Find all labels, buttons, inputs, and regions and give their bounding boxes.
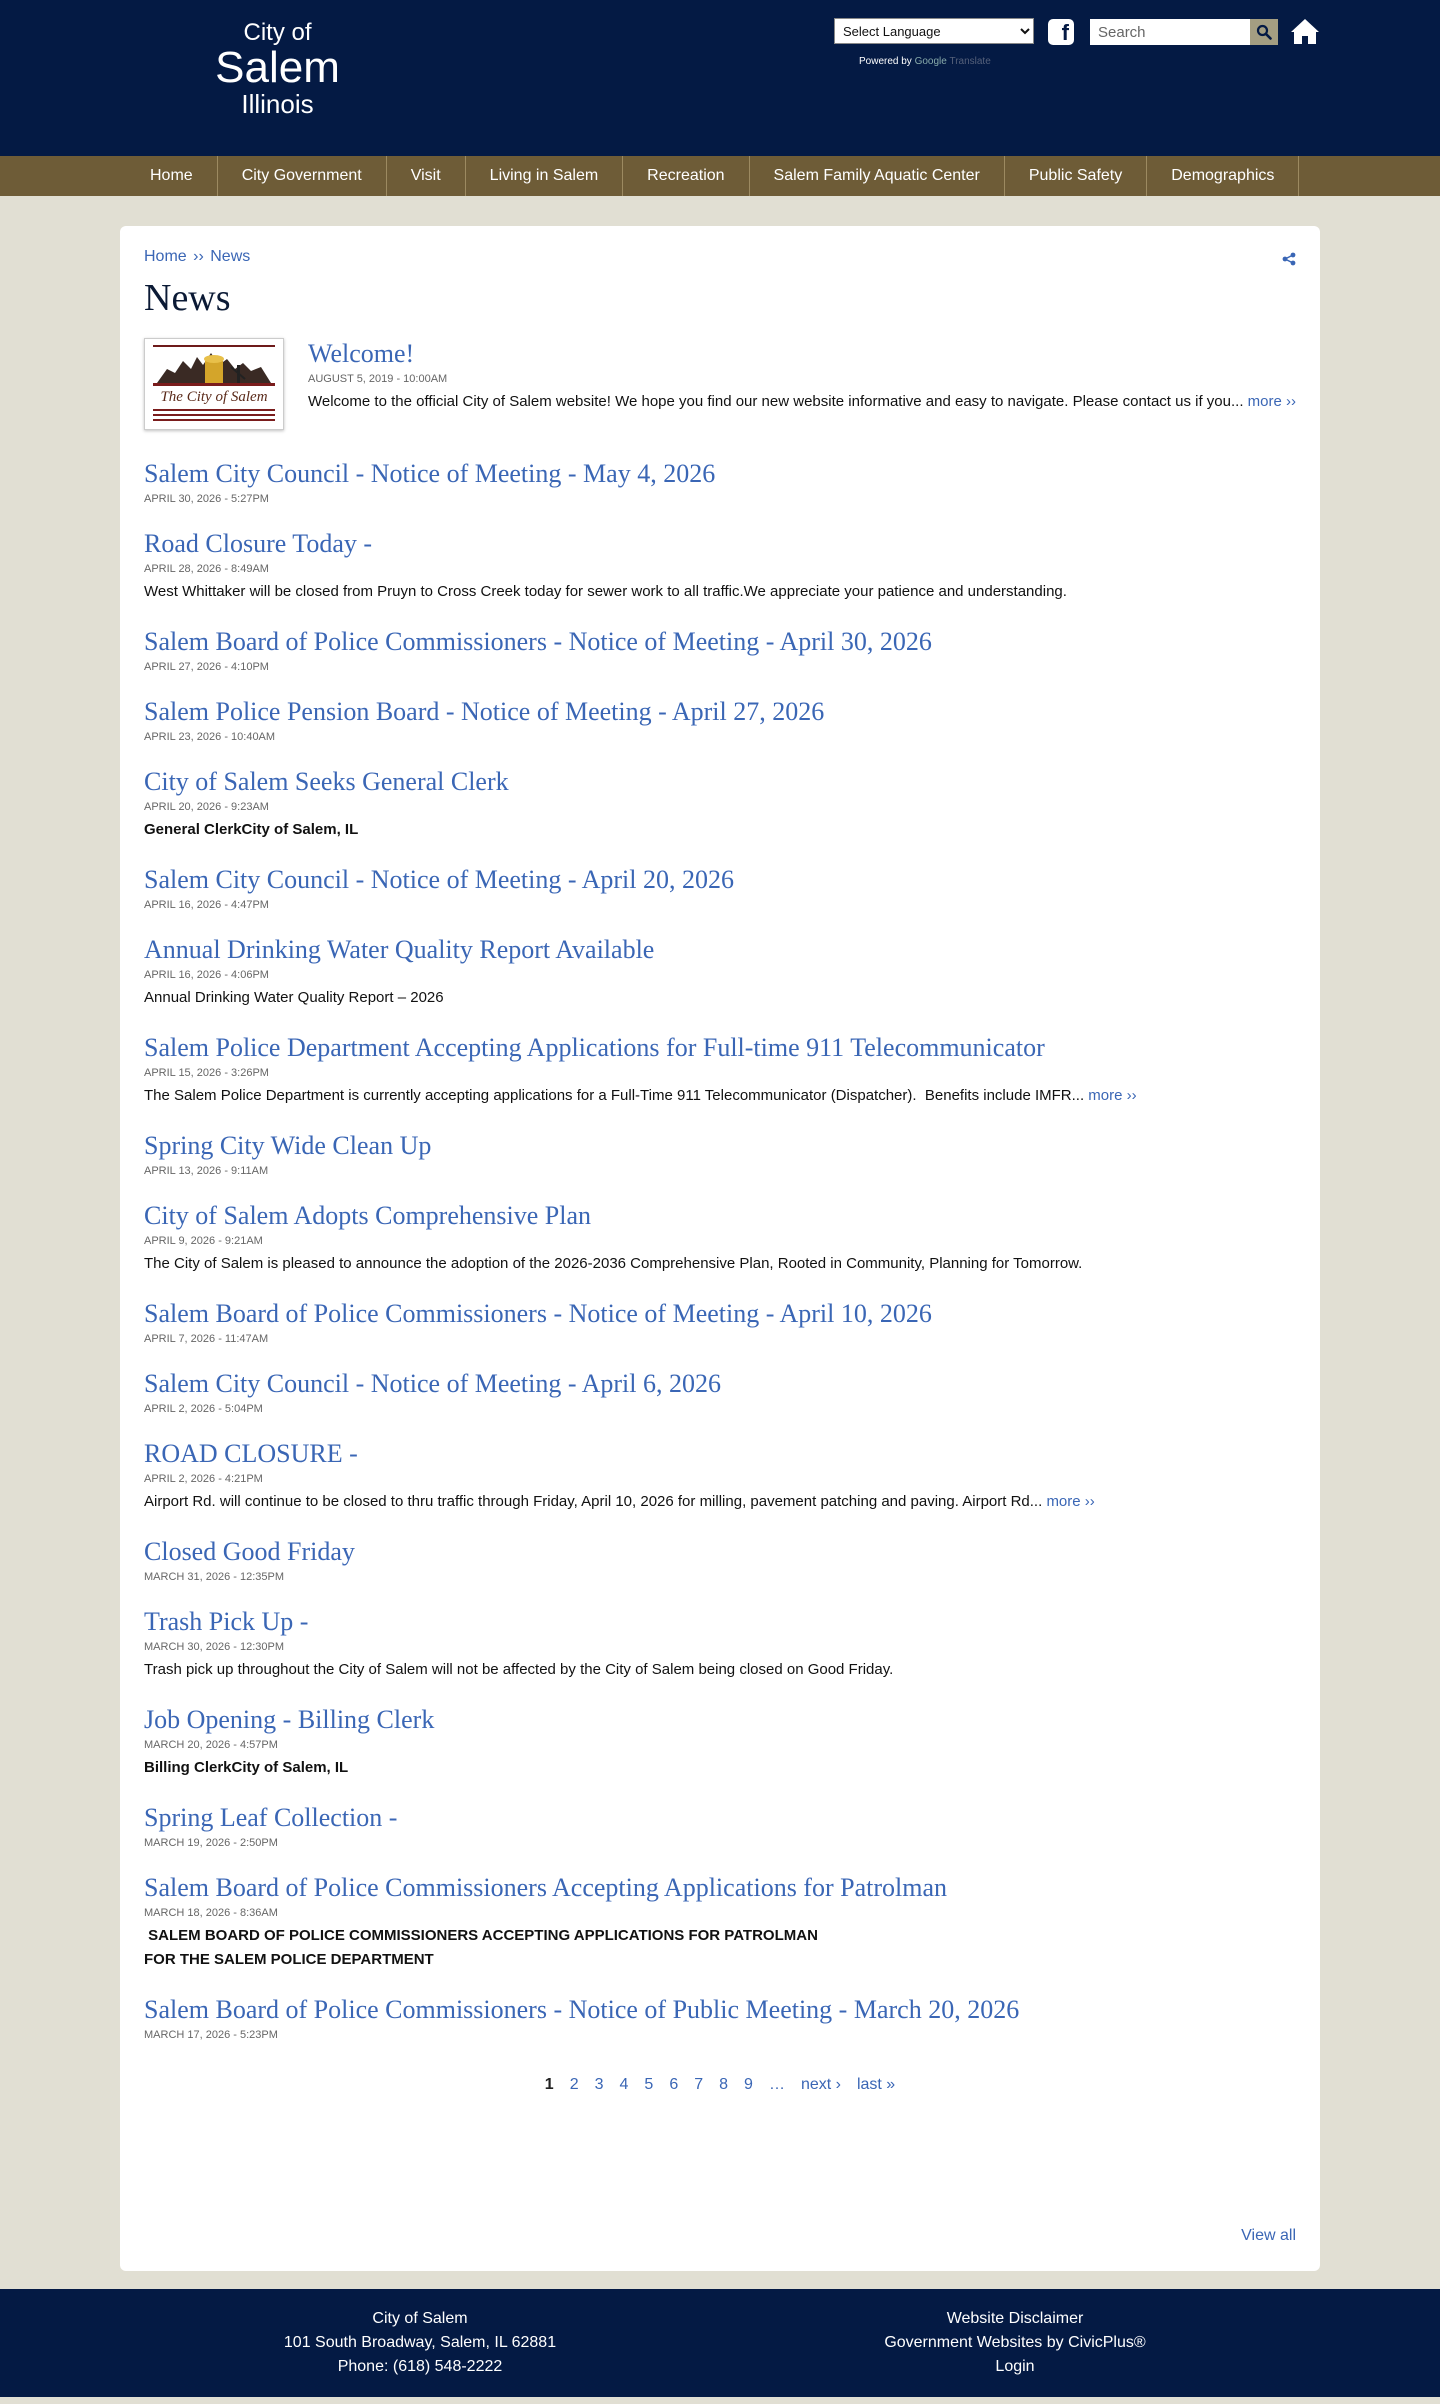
news-item [144, 1606, 1296, 1704]
news-item [144, 458, 1296, 528]
footer-disclaimer-link[interactable]: Website Disclaimer [946, 2310, 1084, 2327]
news-summary [144, 986, 1296, 1010]
news-item [144, 696, 1296, 766]
news-title-link[interactable]: Annual Drinking Water Quality Report Available [144, 935, 655, 964]
news-title-link[interactable]: Salem City Council - Notice of Meeting - April 6, 2026 [144, 1369, 721, 1398]
featured-date: AUGUST 5, 2019 - 10:00AM [308, 373, 448, 385]
news-summary [144, 1490, 1296, 1514]
breadcrumb-current[interactable]: News [210, 248, 251, 265]
news-date: APRIL 16, 2026 - 4:06PM [144, 969, 269, 981]
featured-body [308, 338, 1296, 430]
news-title-link[interactable]: Job Opening - Billing Clerk [144, 1705, 435, 1734]
news-date: MARCH 18, 2026 - 8:36AM [144, 1907, 278, 1919]
footer-address: 101 South Broadway, Salem, IL 62881 [283, 2334, 557, 2351]
news-item [144, 1994, 1296, 2064]
site-footer [0, 2289, 1440, 2397]
news-date: MARCH 17, 2026 - 5:23PM [144, 2029, 278, 2041]
news-more-link[interactable]: more ›› [1088, 1087, 1137, 1104]
nav-item[interactable]: Salem Family Aquatic Center [750, 156, 1005, 196]
facebook-icon[interactable]: f [1048, 19, 1074, 45]
news-date: MARCH 20, 2026 - 4:57PM [144, 1739, 278, 1751]
logo-line-3: Illinois [241, 89, 314, 119]
language-select[interactable] [834, 18, 1034, 44]
powered-by-google-translate [859, 56, 991, 67]
news-summary-text: The Salem Police Department is currently accepting applications for a Full-Time 911 Telecommunicator (Dispatcher). Benefits include IMFR... [144, 1087, 1085, 1104]
news-title-link[interactable]: City of Salem Adopts Comprehensive Plan [144, 1201, 592, 1230]
news-summary-text: West Whittaker will be closed from Pruyn to Cross Creek today for sewer work to all traffic.We appreciate your patience and understanding. [144, 583, 1067, 600]
news-item [144, 1536, 1296, 1606]
news-item [144, 1298, 1296, 1368]
translate-link[interactable]: Translate [949, 56, 991, 67]
site-header [0, 0, 1440, 156]
news-title-link[interactable]: Spring Leaf Collection - [144, 1803, 398, 1832]
news-feed [144, 458, 1296, 2064]
footer-login-link[interactable]: Login [995, 2358, 1035, 2375]
news-summary-text: SALEM BOARD OF POLICE COMMISSIONERS ACCEPTING APPLICATIONS FOR PATROLMAN FOR THE SALEM POLICE DEPARTMENT [144, 1927, 818, 1968]
pager-page[interactable]: 4 [619, 2076, 629, 2093]
news-summary [144, 1252, 1296, 1276]
search-input[interactable] [1090, 19, 1250, 45]
news-date: APRIL 7, 2026 - 11:47AM [144, 1333, 269, 1345]
search-button[interactable] [1250, 19, 1278, 45]
news-item [144, 1200, 1296, 1298]
breadcrumb-home[interactable]: Home [144, 248, 187, 265]
pager-page[interactable]: 2 [569, 2076, 579, 2093]
news-date: APRIL 9, 2026 - 9:21AM [144, 1235, 263, 1247]
breadcrumb-separator: ›› [193, 248, 204, 265]
news-date: APRIL 20, 2026 - 9:23AM [144, 801, 269, 813]
pager-page[interactable]: 7 [694, 2076, 704, 2093]
logo-line-2: Salem [215, 43, 340, 92]
news-item [144, 766, 1296, 864]
footer-city-name: City of Salem [372, 2310, 468, 2327]
news-item [144, 934, 1296, 1032]
news-summary [144, 1084, 1296, 1108]
home-icon[interactable] [1290, 16, 1320, 46]
pager-page[interactable]: 6 [669, 2076, 679, 2093]
main-content [120, 226, 1320, 2271]
news-date: APRIL 23, 2026 - 10:40AM [144, 731, 276, 743]
city-logo-image [145, 339, 283, 429]
news-summary [144, 1756, 1296, 1780]
news-title-link[interactable]: Spring City Wide Clean Up [144, 1131, 432, 1160]
news-item [144, 1438, 1296, 1536]
news-title-link[interactable]: City of Salem Seeks General Clerk [144, 767, 509, 796]
pager-next[interactable]: next › [800, 2076, 841, 2093]
news-item [144, 1032, 1296, 1130]
logo-line-1: City of [243, 19, 312, 46]
news-more-link[interactable]: more ›› [1046, 1493, 1095, 1510]
news-title-link[interactable]: Closed Good Friday [144, 1537, 355, 1566]
pager-page[interactable]: 5 [644, 2076, 654, 2093]
pager-page[interactable]: 3 [594, 2076, 604, 2093]
news-title-link[interactable]: Salem Police Pension Board - Notice of Meeting - April 27, 2026 [144, 697, 825, 726]
news-title-link[interactable]: Salem City Council - Notice of Meeting - May 4, 2026 [144, 459, 716, 488]
news-title-link[interactable]: Salem Board of Police Commissioners - Notice of Public Meeting - March 20, 2026 [144, 1995, 1020, 2024]
pager-page: 1 [544, 2076, 554, 2093]
news-summary [144, 818, 1296, 842]
pager-last[interactable]: last » [856, 2076, 896, 2093]
powered-by-label: Powered by [859, 56, 912, 67]
news-date: APRIL 2, 2026 - 5:04PM [144, 1403, 263, 1415]
breadcrumb [144, 248, 1296, 266]
view-all-link[interactable]: View all [1241, 2227, 1296, 2244]
news-summary-text: The City of Salem is pleased to announce the adoption of the 2026-2036 Comprehensive Plan, Rooted in Community, Planning for Tomorrow. [144, 1255, 1083, 1272]
news-item [144, 1368, 1296, 1438]
news-title-link[interactable]: Salem Board of Police Commissioners - Notice of Meeting - April 30, 2026 [144, 627, 932, 656]
news-date: MARCH 30, 2026 - 12:30PM [144, 1641, 285, 1653]
page-title: News [144, 277, 231, 319]
news-date: MARCH 19, 2026 - 2:50PM [144, 1837, 278, 1849]
pager-page[interactable]: 9 [744, 2076, 753, 2093]
news-title-link[interactable]: Trash Pick Up - [144, 1607, 309, 1636]
news-item [144, 1802, 1296, 1872]
featured-more-link[interactable]: more ›› [1247, 393, 1297, 410]
news-date: APRIL 15, 2026 - 3:26PM [144, 1067, 269, 1079]
nav-item[interactable]: Home [126, 156, 218, 196]
news-title-link[interactable]: Salem Police Department Accepting Applications for Full-time 911 Telecommunicator [144, 1033, 1045, 1062]
news-title-link[interactable]: Road Closure Today - [144, 529, 373, 558]
news-item [144, 1872, 1296, 1994]
nav-item[interactable]: City Government [218, 156, 387, 196]
news-date: APRIL 28, 2026 - 8:49AM [144, 563, 269, 575]
share-icon[interactable] [1282, 252, 1296, 266]
featured-title[interactable]: Welcome! [308, 339, 415, 368]
news-summary-text: General ClerkCity of Salem, IL [144, 821, 359, 838]
pager [144, 2076, 1296, 2094]
news-date: MARCH 31, 2026 - 12:35PM [144, 1571, 285, 1583]
featured-summary [308, 390, 1296, 414]
news-date: APRIL 30, 2026 - 5:27PM [144, 493, 269, 505]
news-title-link[interactable]: Salem City Council - Notice of Meeting - April 20, 2026 [144, 865, 734, 894]
news-summary-text: Trash pick up throughout the City of Salem will not be affected by the City of Salem being closed on Good Friday. [144, 1661, 894, 1678]
thumb-logo-text: The City of Salem [160, 389, 268, 405]
news-date: APRIL 2, 2026 - 4:21PM [144, 1473, 263, 1485]
footer-civicplus-link[interactable]: Government Websites by CivicPlus® [884, 2334, 1146, 2351]
nav-item[interactable]: Living in Salem [466, 156, 624, 196]
news-summary [144, 580, 1296, 604]
footer-links [855, 2307, 1175, 2379]
featured-summary-text: Welcome to the official City of Salem website! We hope you find our new website informative and easy to navigate. Please contact us if you... [308, 393, 1244, 410]
news-title-link[interactable]: ROAD CLOSURE - [144, 1439, 358, 1468]
pager-page[interactable]: 8 [719, 2076, 729, 2093]
featured-thumbnail[interactable] [144, 338, 284, 430]
search-icon [1256, 24, 1272, 40]
pager-ellipsis: … [768, 2076, 785, 2093]
news-item [144, 864, 1296, 934]
featured-news-item [144, 338, 1296, 430]
google-label: Google [914, 56, 947, 67]
news-summary-text: Airport Rd. will continue to be closed to thru traffic through Friday, April 10, 2026 for milling, pavement patching and paving. Airport Rd... [144, 1493, 1043, 1510]
footer-phone: Phone: (618) 548-2222 [337, 2358, 503, 2375]
news-summary [144, 1658, 1296, 1682]
nav-item[interactable]: Public Safety [1005, 156, 1147, 196]
nav-item[interactable]: Demographics [1147, 156, 1299, 196]
news-item [144, 1704, 1296, 1802]
nav-item[interactable]: Recreation [623, 156, 749, 196]
news-date: APRIL 13, 2026 - 9:11AM [144, 1165, 269, 1177]
news-item [144, 626, 1296, 696]
news-title-link[interactable]: Salem Board of Police Commissioners Accepting Applications for Patrolman [144, 1873, 947, 1902]
news-date: APRIL 16, 2026 - 4:47PM [144, 899, 269, 911]
news-title-link[interactable]: Salem Board of Police Commissioners - Notice of Meeting - April 10, 2026 [144, 1299, 932, 1328]
news-item [144, 1130, 1296, 1200]
site-logo[interactable] [200, 20, 355, 118]
footer-contact [260, 2307, 580, 2379]
main-nav [0, 156, 1440, 196]
news-summary [144, 1924, 1296, 1972]
news-summary-text: Billing ClerkCity of Salem, IL [144, 1759, 349, 1776]
nav-item[interactable]: Visit [387, 156, 466, 196]
news-item [144, 528, 1296, 626]
news-summary-text: Annual Drinking Water Quality Report – 2026 [144, 989, 444, 1006]
news-date: APRIL 27, 2026 - 4:10PM [144, 661, 269, 673]
